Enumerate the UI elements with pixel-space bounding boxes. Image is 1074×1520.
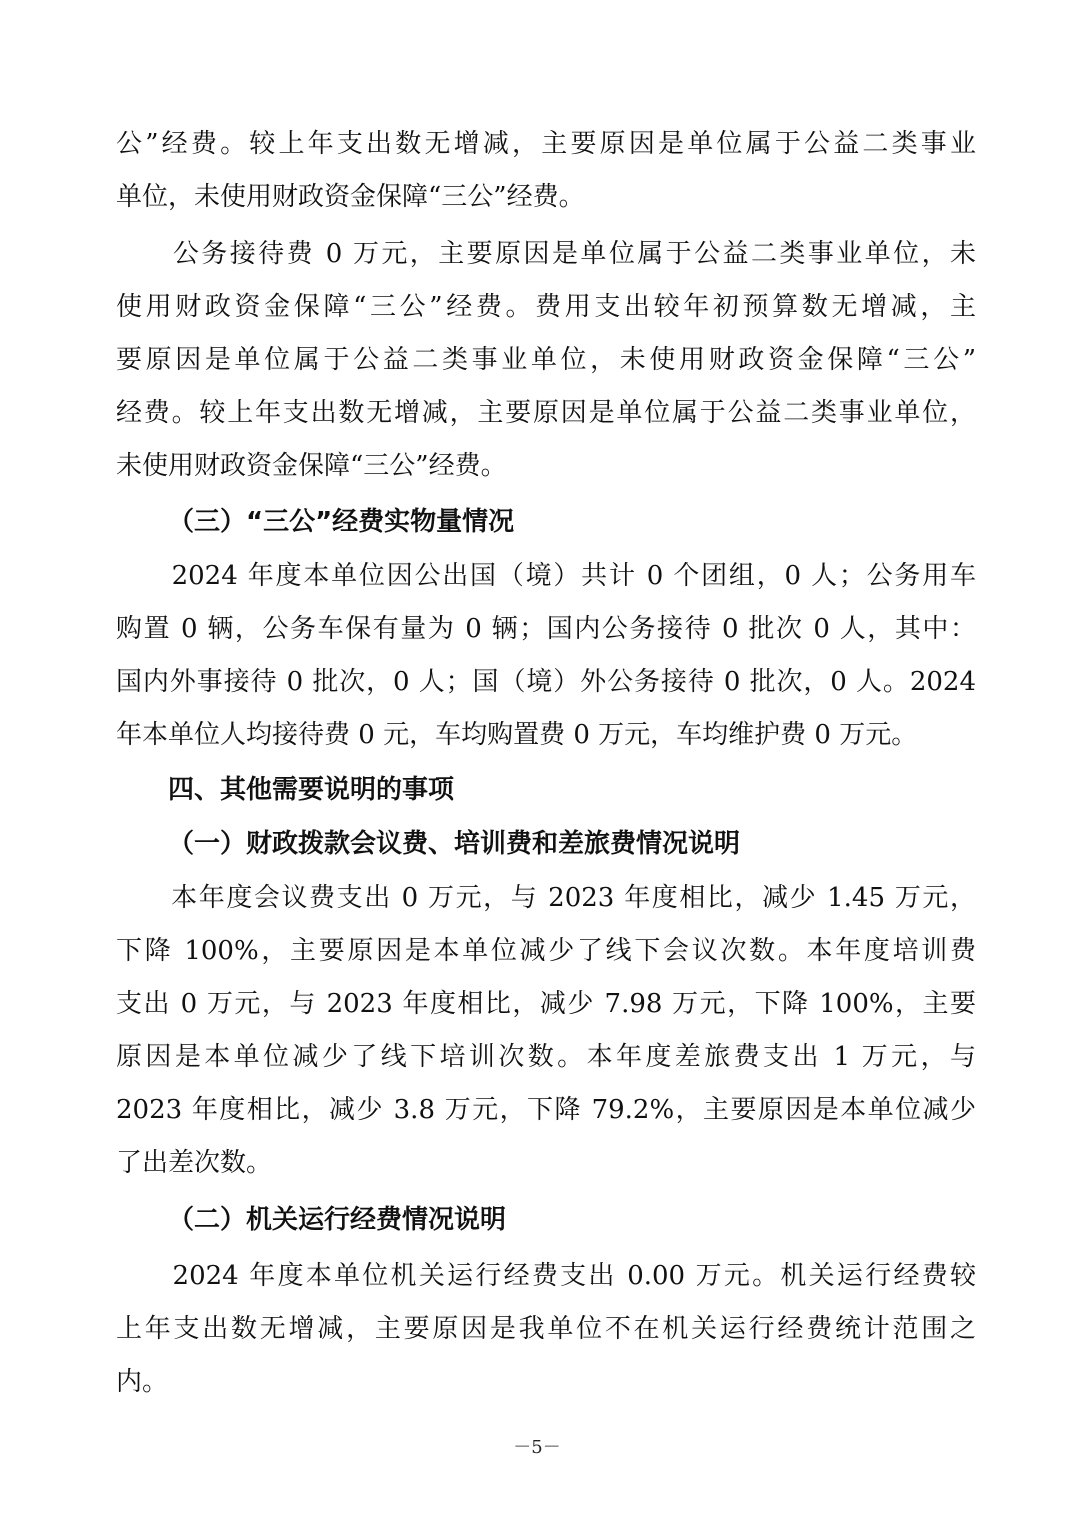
text-line: 未使用财政资金保障“三公”经费。 [116, 451, 507, 481]
text-line: 原因是本单位减少了线下培训次数。本年度差旅费支出 1 万元，与 [116, 1042, 976, 1072]
section-heading-meeting-training-travel: （一）财政拨款会议费、培训费和差旅费情况说明 [168, 829, 741, 859]
paragraph-physical-quantities [116, 550, 976, 762]
section-heading-operating-expenses: （二）机关运行经费情况说明 [168, 1205, 507, 1235]
paragraph-operating-expenses [116, 1250, 976, 1409]
page-number: －5－ [513, 1437, 561, 1458]
text-line: 2023 年度相比，减少 3.8 万元，下降 79.2%，主要原因是本单位减少 [116, 1095, 976, 1125]
section-heading-sangong-physical: （三）“三公”经费实物量情况 [168, 507, 515, 537]
text-line: 经费。较上年支出数无增减，主要原因是单位属于公益二类事业单位， [116, 398, 976, 428]
text-line: 支出 0 万元，与 2023 年度相比，减少 7.98 万元，下降 100%，主要 [116, 989, 976, 1019]
text-line: 下降 100%，主要原因是本单位减少了线下会议次数。本年度培训费 [116, 936, 976, 966]
text-line: 国内外事接待 0 批次，0 人；国（境）外公务接待 0 批次，0 人。2024 [116, 667, 976, 697]
text-line: 内。 [116, 1367, 169, 1397]
text-line: 使用财政资金保障“三公”经费。费用支出较年初预算数无增减，主 [116, 292, 976, 322]
text-line: 2024 年度本单位机关运行经费支出 0.00 万元。机关运行经费较 [116, 1261, 976, 1291]
text-line: 上年支出数无增减，主要原因是我单位不在机关运行经费统计范围之 [116, 1314, 976, 1344]
paragraph-sangong-continuation [116, 118, 976, 224]
section-heading-other-matters: 四、其他需要说明的事项 [168, 775, 455, 805]
text-line: 公”经费。较上年支出数无增减，主要原因是单位属于公益二类事业 [116, 129, 976, 159]
text-line: 要原因是单位属于公益二类事业单位，未使用财政资金保障“三公” [116, 345, 976, 375]
paragraph-meeting-training-travel [116, 872, 976, 1190]
text-line: 2024 年度本单位因公出国（境）共计 0 个团组，0 人；公务用车 [116, 561, 976, 591]
text-line: 公务接待费 0 万元，主要原因是单位属于公益二类事业单位，未 [116, 239, 976, 269]
text-line: 了出差次数。 [116, 1148, 273, 1178]
paragraph-reception-expense [116, 228, 976, 493]
text-line: 单位，未使用财政资金保障“三公”经费。 [116, 182, 585, 212]
text-line: 本年度会议费支出 0 万元，与 2023 年度相比，减少 1.45 万元， [116, 883, 976, 913]
text-line: 年本单位人均接待费 0 元，车均购置费 0 万元，车均维护费 0 万元。 [116, 720, 918, 750]
text-line: 购置 0 辆，公务车保有量为 0 辆；国内公务接待 0 批次 0 人，其中： [116, 614, 976, 644]
